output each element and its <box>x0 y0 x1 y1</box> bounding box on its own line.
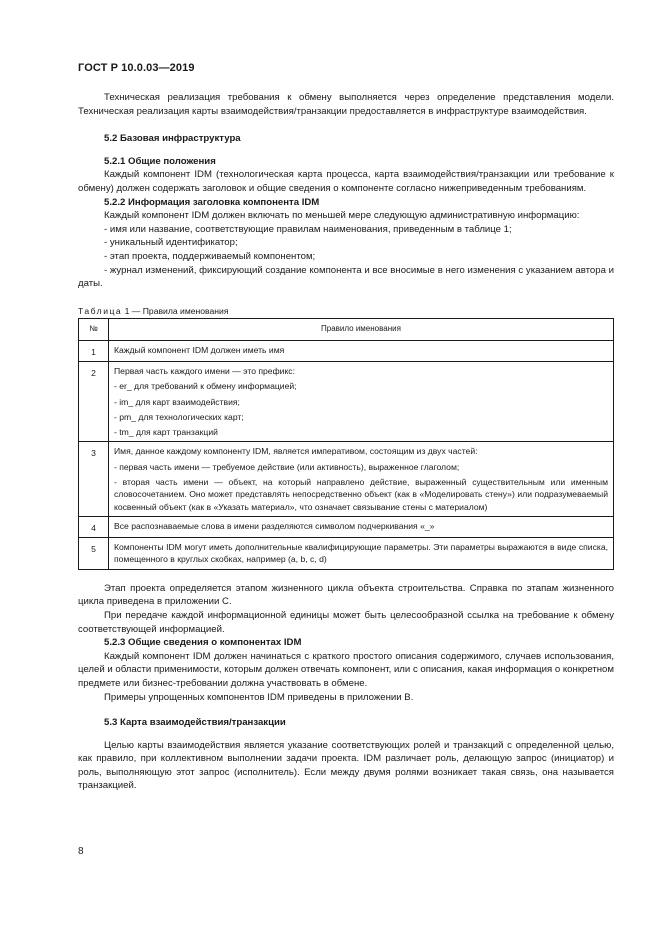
rule-line: - pm_ для технологических карт; <box>114 411 244 422</box>
row-rule <box>109 340 614 361</box>
section-5-2-1-heading: 5.2.1 Общие положения <box>104 155 216 167</box>
rule-line: - первая часть имени — требуемое действие (или активность), выраженное глаголом; <box>114 461 460 472</box>
row-rule <box>109 442 614 516</box>
section-5-3-paragraph: Целью карты взаимодействия является указание соответствующих ролей и транзакций с определенной целью, как правило, при коллективном выполнении задачи проекта. IDM различает роль, делающую запрос (инициатор) и роль, выполняющую этот запрос (исполнитель). Если между двумя ролями возникает такая связь, она называется транзакцией. <box>78 739 614 792</box>
section-5-2-2-paragraph: Каждый компонент IDM должен включать по меньшей мере следующую административную информацию: <box>104 210 580 222</box>
rule-line: - im_ для карт взаимодействия; <box>114 396 240 407</box>
column-header-number: № <box>79 319 109 340</box>
table-row <box>79 516 614 537</box>
table-row <box>79 442 614 516</box>
rule-line: Имя, данное каждому компоненту IDM, является императивом, состоящим из двух частей: <box>114 446 478 457</box>
exchange-reference-paragraph: При передаче каждой информационной единицы может быть целесообразной ссылка на требование к обмену соответствующей информацией. <box>78 609 614 635</box>
row-number: 1 <box>79 340 109 361</box>
table-row <box>79 340 614 361</box>
table-row <box>79 361 614 441</box>
list-item: - журнал изменений, фиксирующий создание компонента и все вносимые в него изменения с указанием автора и даты. <box>78 264 614 290</box>
section-5-3-heading: 5.3 Карта взаимодействия/транзакции <box>104 717 286 729</box>
table-caption-text: 1 — Правила именования <box>124 305 229 316</box>
row-number: 4 <box>79 516 109 537</box>
section-5-2-3-heading: 5.2.3 Общие сведения о компонентах IDM <box>104 637 302 649</box>
section-5-2-heading: 5.2 Базовая инфраструктура <box>104 133 241 145</box>
section-5-2-2-heading: 5.2.2 Информация заголовка компонента IDM <box>104 196 320 208</box>
list-item: - этап проекта, поддерживаемый компонентом; <box>104 250 316 262</box>
naming-rules-table <box>78 318 614 569</box>
document-body <box>78 91 614 793</box>
page-number: 8 <box>78 846 84 857</box>
intro-paragraph: Техническая реализация требования к обмену выполняется через определение представления модели. Техническая реализация карты взаимодействия/транзакции предоставляется в инфраструктуре взаимодействия. <box>78 92 614 117</box>
rule-line: - er_ для требований к обмену информацией; <box>114 381 297 392</box>
rule-line: Компоненты IDM могут иметь дополнительные квалифицирующие параметры. Эти параметры выражаются в виде списка, помещенного в круглых скобках, например (a, b, c, d) <box>114 542 608 565</box>
column-header-rule: Правило именования <box>109 319 614 340</box>
row-rule <box>109 538 614 570</box>
document-header: ГОСТ Р 10.0.03—2019 <box>78 62 195 74</box>
row-number: 2 <box>79 361 109 441</box>
table-row <box>79 538 614 570</box>
row-rule <box>109 361 614 441</box>
row-number: 3 <box>79 442 109 516</box>
row-number: 5 <box>79 538 109 570</box>
rule-line: Каждый компонент IDM должен иметь имя <box>114 344 285 355</box>
rule-line: Все распознаваемые слова в имени разделяются символом подчеркивания «_» <box>114 520 435 531</box>
section-5-2-1-paragraph: Каждый компонент IDM (технологическая карта процесса, карта взаимодействия/транзакции или требование к обмену) должен содержать заголовок и общие сведения о компоненте согласно нижеприведенным требованиям. <box>78 169 614 194</box>
rule-line: - tm_ для карт транзакций <box>114 427 218 438</box>
table-caption <box>78 305 614 319</box>
row-rule <box>109 516 614 537</box>
list-item: - уникальный идентификатор; <box>104 237 238 249</box>
lifecycle-paragraph: Этап проекта определяется этапом жизненного цикла объекта строительства. Справка по этапам жизненного цикла приведена в приложении С. <box>78 582 614 608</box>
section-5-2-3-examples: Примеры упрощенных компонентов IDM приведены в приложении В. <box>104 691 414 703</box>
rule-line: - вторая часть имени — объект, на который направлено действие, выраженный существительным или именным словосочетанием. Оно может представлять непосредственно объект (как в «Моделировать стену») или подразумеваемый косвенный объект (как в «Указать материал», что означает связывание стены с материалом) <box>114 476 608 512</box>
section-5-2-3-paragraph: Каждый компонент IDM должен начинаться с краткого простого описания содержимого, случаев использования, целей и области применимости, которым должен отвечать компонент, или с описания, какая информация о конкретном предмете или бизнес-требовании должна участвовать в обмене. <box>78 650 614 689</box>
table-header-row <box>79 319 614 340</box>
list-item: - имя или название, соответствующие правилам наименования, приведенным в таблице 1; <box>104 223 512 235</box>
rule-line: Первая часть каждого имени — это префикс: <box>114 365 295 376</box>
table-caption-label: Таблица <box>78 305 123 316</box>
